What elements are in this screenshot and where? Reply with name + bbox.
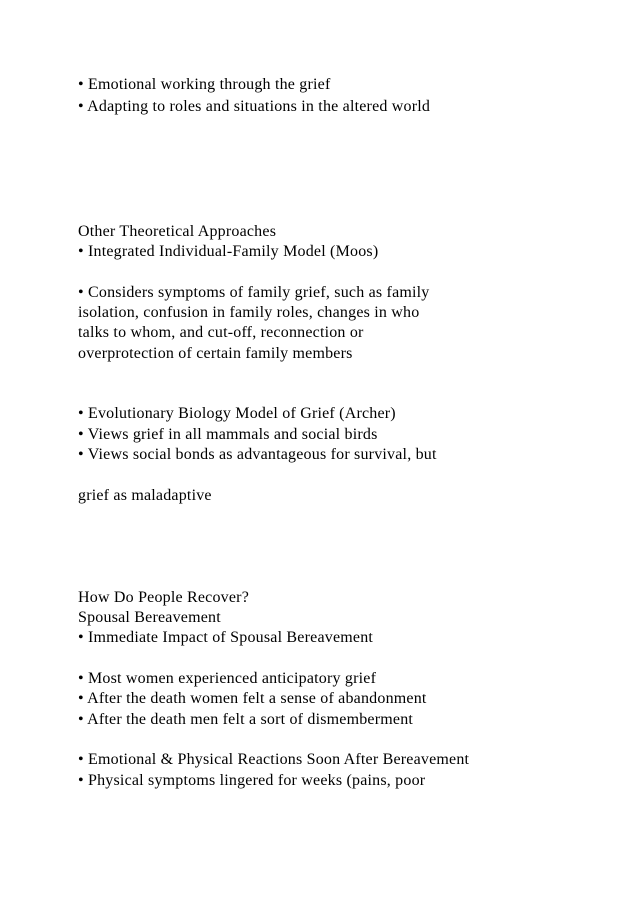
text-line: • After the death women felt a sense of abandonment [78,690,427,707]
text-line: • Emotional & Physical Reactions Soon After Bereavement [78,751,470,768]
text-line: • Adapting to roles and situations in the altered world [78,98,431,115]
text-line: • Integrated Individual-Family Model (Moos) [78,243,379,260]
text-line: grief as maladaptive [78,487,212,504]
section-heading: Other Theoretical Approaches [78,223,277,240]
text-line: talks to whom, and cut-off, reconnection or [78,324,364,341]
text-line: • Immediate Impact of Spousal Bereavement [78,629,374,646]
text-line: • Views grief in all mammals and social birds [78,426,378,443]
text-line: • Views social bonds as advantageous for survival, but [78,446,437,463]
text-line: • Physical symptoms lingered for weeks (pains, poor [78,772,426,789]
text-line: • Considers symptoms of family grief, such as family [78,284,430,301]
text-line: • After the death men felt a sort of dismemberment [78,711,414,728]
section-heading: How Do People Recover? [78,589,250,606]
text-line: overprotection of certain family members [78,345,353,362]
section-subheading: Spousal Bereavement [78,609,221,626]
text-line: isolation, confusion in family roles, changes in who [78,304,420,321]
text-line: • Evolutionary Biology Model of Grief (Archer) [78,405,396,422]
text-line: • Emotional working through the grief [78,76,331,93]
text-line: • Most women experienced anticipatory grief [78,670,377,687]
